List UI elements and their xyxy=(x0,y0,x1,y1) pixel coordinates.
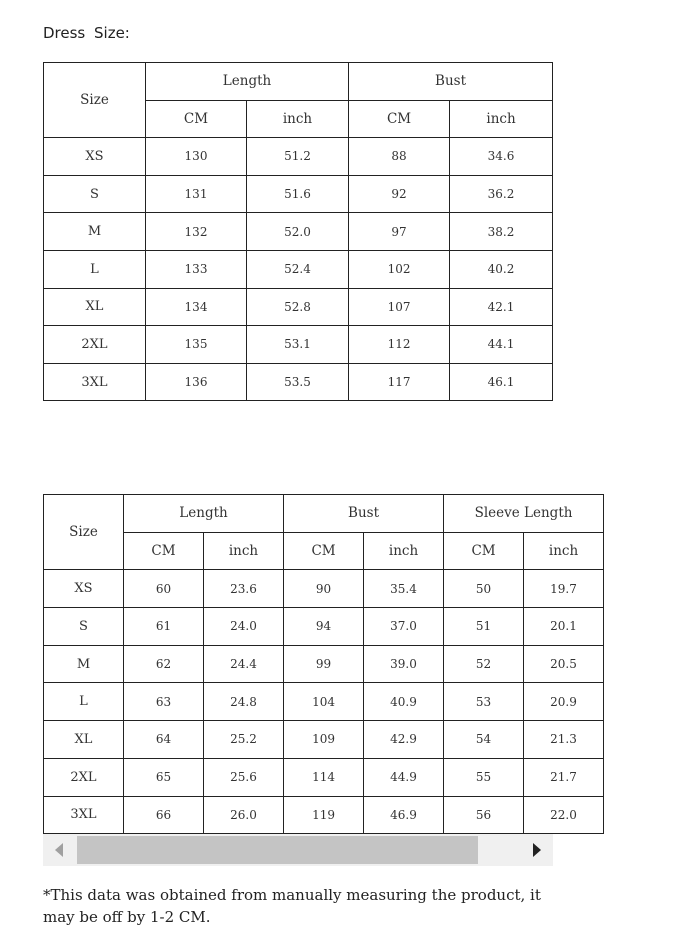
value-cell: 37.0 xyxy=(364,608,444,646)
value-cell: 24.4 xyxy=(204,645,284,683)
value-cell: 62 xyxy=(124,645,204,683)
value-cell: 51.6 xyxy=(247,175,349,213)
value-cell: 104 xyxy=(284,683,364,721)
page-title: Dress Size: xyxy=(43,24,130,42)
unit-header: CM xyxy=(284,532,364,570)
size-cell: XS xyxy=(44,570,124,608)
value-cell: 44.1 xyxy=(450,326,553,364)
value-cell: 50 xyxy=(444,570,524,608)
value-cell: 42.1 xyxy=(450,288,553,326)
value-cell: 109 xyxy=(284,721,364,759)
value-cell: 135 xyxy=(146,326,247,364)
unit-header: CM xyxy=(124,532,204,570)
value-cell: 97 xyxy=(349,213,450,251)
value-cell: 119 xyxy=(284,796,364,834)
table-row xyxy=(44,570,684,608)
value-cell: 52.8 xyxy=(247,288,349,326)
value-cell: 51.2 xyxy=(247,138,349,176)
sleeve-length-header: Sleeve Length xyxy=(444,495,604,533)
value-cell: 42.9 xyxy=(364,721,444,759)
size-cell: 2XL xyxy=(44,758,124,796)
horizontal-scrollbar[interactable] xyxy=(43,834,553,866)
value-cell: 133 xyxy=(146,250,247,288)
value-cell: 63 xyxy=(124,683,204,721)
length-header: Length xyxy=(146,63,349,101)
value-cell: 52 xyxy=(444,645,524,683)
table-row xyxy=(44,721,684,759)
value-cell: 61 xyxy=(124,608,204,646)
value-cell: 21.7 xyxy=(524,758,604,796)
dress-size-table xyxy=(43,62,553,401)
value-cell: 136 xyxy=(146,363,247,401)
value-cell: 21.3 xyxy=(524,721,604,759)
table-row xyxy=(44,758,684,796)
bust-header: Bust xyxy=(349,63,553,101)
value-cell: 134 xyxy=(146,288,247,326)
value-cell: 24.8 xyxy=(204,683,284,721)
size-cell: S xyxy=(44,175,146,213)
size-cell: M xyxy=(44,213,146,251)
value-cell: 52.4 xyxy=(247,250,349,288)
unit-header: inch xyxy=(364,532,444,570)
size-cell: M xyxy=(44,645,124,683)
scrollbar-thumb[interactable] xyxy=(77,836,478,864)
value-cell: 52.0 xyxy=(247,213,349,251)
unit-header: inch xyxy=(524,532,604,570)
value-cell: 25.6 xyxy=(204,758,284,796)
table-row xyxy=(44,138,553,176)
scroll-viewport[interactable] xyxy=(43,494,579,834)
size-header: Size xyxy=(44,495,124,570)
value-cell: 26.0 xyxy=(204,796,284,834)
top-size-table xyxy=(43,494,684,834)
table-row xyxy=(44,250,553,288)
value-cell: 38.2 xyxy=(450,213,553,251)
value-cell: 22.0 xyxy=(524,796,604,834)
scroll-left-icon[interactable] xyxy=(55,843,63,857)
unit-header: inch xyxy=(247,100,349,138)
value-cell: 24.0 xyxy=(204,608,284,646)
table-row xyxy=(44,683,684,721)
size-cell: XL xyxy=(44,288,146,326)
value-cell: 53.5 xyxy=(247,363,349,401)
unit-header: CM xyxy=(349,100,450,138)
value-cell: 92 xyxy=(349,175,450,213)
value-cell: 25.2 xyxy=(204,721,284,759)
value-cell: 40.9 xyxy=(364,683,444,721)
value-cell: 40.2 xyxy=(450,250,553,288)
value-cell: 20.1 xyxy=(524,608,604,646)
value-cell: 35.4 xyxy=(364,570,444,608)
value-cell: 88 xyxy=(349,138,450,176)
value-cell: 66 xyxy=(124,796,204,834)
value-cell: 46.9 xyxy=(364,796,444,834)
table-row xyxy=(44,608,684,646)
value-cell: 53.1 xyxy=(247,326,349,364)
value-cell: 54 xyxy=(444,721,524,759)
value-cell: 39.0 xyxy=(364,645,444,683)
value-cell: 64 xyxy=(124,721,204,759)
value-cell: 90 xyxy=(284,570,364,608)
value-cell: 46.1 xyxy=(450,363,553,401)
table-row xyxy=(44,288,553,326)
size-cell: L xyxy=(44,250,146,288)
scroll-right-icon[interactable] xyxy=(533,843,541,857)
bust-header: Bust xyxy=(284,495,444,533)
value-cell: 36.2 xyxy=(450,175,553,213)
measurement-note: *This data was obtained from manually measuring the product, it may be off by 1-2 CM. xyxy=(43,886,541,926)
value-cell: 130 xyxy=(146,138,247,176)
table-row xyxy=(44,326,553,364)
value-cell: 44.9 xyxy=(364,758,444,796)
value-cell: 99 xyxy=(284,645,364,683)
unit-header: inch xyxy=(204,532,284,570)
size-cell: 3XL xyxy=(44,363,146,401)
value-cell: 53 xyxy=(444,683,524,721)
value-cell: 114 xyxy=(284,758,364,796)
size-cell: XS xyxy=(44,138,146,176)
size-cell: S xyxy=(44,608,124,646)
table-row xyxy=(44,645,684,683)
value-cell: 132 xyxy=(146,213,247,251)
value-cell: 34.6 xyxy=(450,138,553,176)
table-row xyxy=(44,796,684,834)
unit-header: CM xyxy=(444,532,524,570)
value-cell: 65 xyxy=(124,758,204,796)
value-cell: 56 xyxy=(444,796,524,834)
value-cell: 117 xyxy=(349,363,450,401)
value-cell: 131 xyxy=(146,175,247,213)
size-cell: 2XL xyxy=(44,326,146,364)
value-cell: 60 xyxy=(124,570,204,608)
size-cell: L xyxy=(44,683,124,721)
value-cell: 23.6 xyxy=(204,570,284,608)
size-cell: XL xyxy=(44,721,124,759)
value-cell: 51 xyxy=(444,608,524,646)
unit-header: inch xyxy=(450,100,553,138)
unit-header: CM xyxy=(146,100,247,138)
value-cell: 102 xyxy=(349,250,450,288)
table-row xyxy=(44,213,553,251)
value-cell: 20.9 xyxy=(524,683,604,721)
size-header: Size xyxy=(44,63,146,138)
value-cell: 20.5 xyxy=(524,645,604,683)
length-header: Length xyxy=(124,495,284,533)
value-cell: 94 xyxy=(284,608,364,646)
value-cell: 19.7 xyxy=(524,570,604,608)
value-cell: 107 xyxy=(349,288,450,326)
value-cell: 55 xyxy=(444,758,524,796)
size-cell: 3XL xyxy=(44,796,124,834)
table-row xyxy=(44,175,553,213)
table-row xyxy=(44,363,553,401)
value-cell: 112 xyxy=(349,326,450,364)
